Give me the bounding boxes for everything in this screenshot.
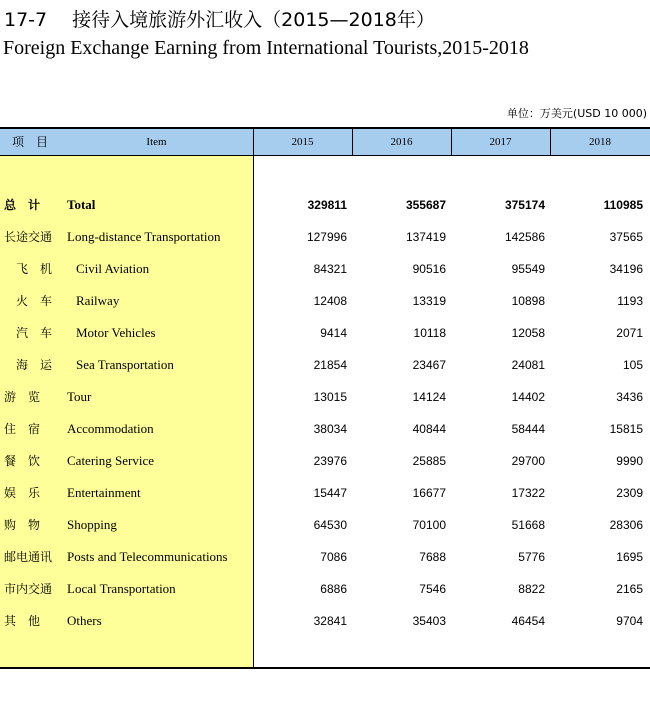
row-label-cn: 长途交通 [4,230,53,244]
table-row [0,387,650,407]
row-label-en: Local Transportation [67,581,176,596]
cell-value-2016: 40844 [412,422,446,436]
row-label-en: Railway [76,293,120,308]
cell-value-2018: 1193 [617,294,643,308]
cell-value-2017: 8822 [518,582,545,596]
cell-value-2015: 7086 [320,550,347,564]
row-label-en: Tour [67,389,92,404]
table-row [0,611,650,631]
cell-value-2016: 90516 [412,262,446,276]
header-divider [451,129,452,156]
row-label-cn: 汽 车 [4,326,53,340]
row-label-cn: 其 他 [4,614,41,628]
table-row [0,195,650,215]
header-item-cn: 项 目 [11,135,48,149]
cell-value-2017: 14402 [511,390,545,404]
cell-value-2018: 28306 [609,518,643,532]
cell-value-2015: 32841 [313,614,347,628]
cell-value-2015: 9414 [320,326,347,340]
row-label-cn: 飞 机 [4,262,53,276]
header-item-en: Item [146,136,167,148]
cell-value-2017: 51668 [511,518,545,532]
table-row [0,323,650,343]
cell-value-2018: 105 [622,358,643,372]
cell-value-2017: 95549 [511,262,545,276]
table-row [0,291,650,311]
cell-value-2016: 13319 [412,294,446,308]
header-year-2015: 2015 [291,136,314,148]
table-row [0,451,650,471]
cell-value-2017: 5776 [518,550,545,564]
cell-value-2018: 110985 [603,198,643,212]
unit-note: 单位：万美元(USD 10 000) [506,107,647,120]
cell-value-2015: 6886 [320,582,347,596]
row-label-en: Entertainment [67,485,141,500]
cell-value-2015: 64530 [313,518,347,532]
row-label-cn: 餐 饮 [4,454,41,468]
cell-value-2018: 9704 [616,614,643,628]
table-row [0,547,650,567]
cell-value-2016: 16677 [412,486,446,500]
cell-value-2015: 127996 [306,230,347,244]
header-year-2016: 2016 [390,136,413,148]
cell-value-2016: 14124 [412,390,446,404]
header-divider [253,129,254,156]
cell-value-2018: 1695 [616,550,643,564]
cell-value-2016: 70100 [412,518,446,532]
row-label-cn: 海 运 [4,358,53,372]
row-label-en: Accommodation [67,421,154,436]
cell-value-2017: 17322 [511,486,545,500]
header-year-2018: 2018 [589,136,611,148]
row-label-en: Shopping [67,517,117,532]
row-label-en: Total [67,197,96,212]
cell-value-2016: 355687 [405,198,446,212]
cell-value-2016: 7546 [419,582,446,596]
cell-value-2015: 84321 [313,262,347,276]
table-row [0,483,650,503]
cell-value-2017: 29700 [511,454,545,468]
cell-value-2016: 35403 [412,614,446,628]
row-label-cn: 游 览 [4,390,41,404]
cell-value-2017: 10898 [511,294,545,308]
table-row [0,227,650,247]
row-label-en: Catering Service [67,453,154,468]
cell-value-2016: 7688 [419,550,446,564]
row-label-en: Civil Aviation [76,261,150,276]
row-label-cn: 住 宿 [4,422,41,436]
header-divider [352,129,353,156]
cell-value-2018: 34196 [609,262,643,276]
cell-value-2015: 38034 [313,422,347,436]
cell-value-2015: 23976 [313,454,347,468]
table-bottom-rule [0,667,650,669]
cell-value-2018: 2165 [616,582,643,596]
cell-value-2015: 21854 [313,358,347,372]
cell-value-2017: 142586 [504,230,545,244]
table-header [0,127,650,156]
row-label-cn: 购 物 [4,518,41,532]
cell-value-2017: 58444 [511,422,545,436]
cell-value-2018: 15815 [609,422,643,436]
cell-value-2018: 3436 [616,390,643,404]
row-label-en: Motor Vehicles [76,325,156,340]
table-row [0,579,650,599]
row-label-cn: 娱 乐 [4,486,41,500]
cell-value-2015: 15447 [313,486,347,500]
page-title-cn: 17-7 接待入境旅游外汇收入（2015—2018年） [4,9,435,31]
table-row [0,259,650,279]
header-divider [550,129,551,156]
row-label-en: Posts and Telecommunications [67,549,228,564]
row-label-en: Sea Transportation [76,357,174,372]
cell-value-2017: 46454 [511,614,545,628]
table-row [0,419,650,439]
row-label-cn: 火 车 [4,294,53,308]
cell-value-2016: 23467 [412,358,446,372]
cell-value-2017: 375174 [504,198,545,212]
row-label-cn: 市内交通 [4,582,53,596]
data-table [0,127,650,669]
header-year-2017: 2017 [489,136,512,148]
cell-value-2016: 10118 [413,326,446,340]
cell-value-2015: 12408 [313,294,347,308]
table-row [0,515,650,535]
row-label-en: Others [67,613,102,628]
row-label-cn: 总 计 [4,198,41,212]
table-row [0,355,650,375]
row-label-cn: 邮电通讯 [4,550,53,564]
cell-value-2018: 2071 [616,326,643,340]
page-title-en: Foreign Exchange Earning from International Tourists,2015-2018 [3,37,529,59]
cell-value-2017: 24081 [511,358,545,372]
cell-value-2017: 12058 [511,326,545,340]
cell-value-2015: 13015 [313,390,347,404]
cell-value-2016: 137419 [405,230,446,244]
cell-value-2018: 37565 [609,230,643,244]
cell-value-2016: 25885 [412,454,446,468]
cell-value-2015: 329811 [307,198,347,212]
cell-value-2018: 9990 [616,454,643,468]
row-label-en: Long-distance Transportation [67,229,221,244]
cell-value-2018: 2309 [616,486,643,500]
